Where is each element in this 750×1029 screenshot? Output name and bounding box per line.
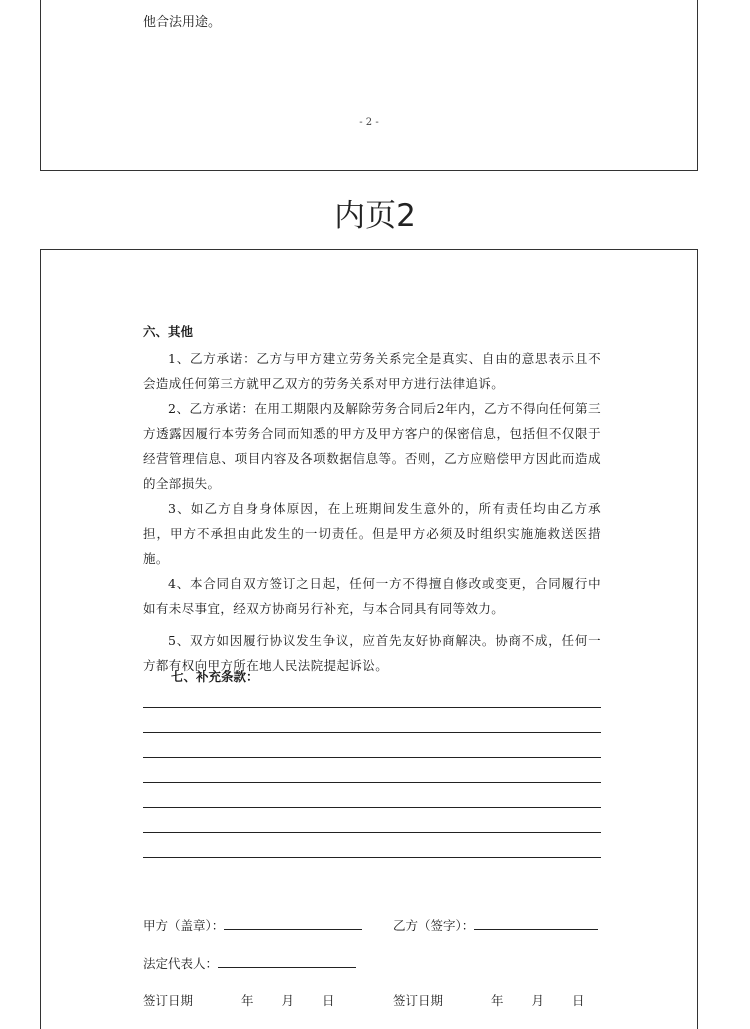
section-7-title: 七、补充条款： bbox=[171, 669, 259, 684]
supplement-line bbox=[143, 707, 601, 708]
party-a-signature bbox=[143, 916, 362, 934]
year-label: 年 bbox=[491, 993, 504, 1008]
section-6 bbox=[143, 320, 601, 678]
legal-rep-label: 法定代表人： bbox=[143, 956, 219, 971]
supplement-line bbox=[143, 832, 601, 833]
legal-rep-sign-line[interactable] bbox=[218, 955, 356, 968]
section-6-title: 六、其他 bbox=[143, 324, 194, 339]
clause-2: 2、乙方承诺：在用工期限内及解除劳务合同后2年内，乙方不得向任何第三方透露因履行本劳务合同而知悉的甲方及甲方客户的保密信息，包括但不仅限于经营管理信息、项目内容及各项数据信息等。否则，乙方应赔偿甲方因此而造成的全部损失。 bbox=[143, 401, 601, 491]
party-b-label: 乙方（签字）： bbox=[393, 918, 475, 933]
clause-5: 5、双方如因履行协议发生争议，应首先友好协商解决。协商不成，任何一方都有权向甲方所在地人民法院提起诉讼。 bbox=[143, 633, 601, 673]
sign-date-label: 签订日期 bbox=[143, 993, 194, 1008]
supplement-line bbox=[143, 807, 601, 808]
previous-page bbox=[40, 0, 698, 171]
supplement-line bbox=[143, 732, 601, 733]
supplement-line bbox=[143, 857, 601, 858]
supplement-line bbox=[143, 782, 601, 783]
page-number: - 2 - bbox=[359, 117, 379, 128]
paragraph-end-line: 他合法用途。 bbox=[143, 15, 222, 30]
day-label: 日 bbox=[322, 993, 335, 1008]
party-b-sign-line[interactable] bbox=[474, 917, 598, 930]
supplement-line bbox=[143, 757, 601, 758]
party-a-sign-line[interactable] bbox=[224, 917, 362, 930]
contract-page bbox=[40, 249, 698, 1029]
party-a-sign-date bbox=[143, 991, 335, 1009]
sign-date-label: 签订日期 bbox=[393, 993, 444, 1008]
clause-1: 1、乙方承诺：乙方与甲方建立劳务关系完全是真实、自由的意思表示且不会造成任何第三方就甲乙双方的劳务关系对甲方进行法律追诉。 bbox=[143, 351, 601, 391]
month-label: 月 bbox=[281, 993, 295, 1008]
legal-representative bbox=[143, 954, 356, 972]
clause-4: 4、本合同自双方签订之日起，任何一方不得擅自修改或变更，合同履行中如有未尽事宜，经双方协商另行补充，与本合同具有同等效力。 bbox=[143, 576, 601, 616]
inner-page-heading: 内页2 bbox=[334, 198, 416, 234]
party-b-signature bbox=[393, 916, 598, 934]
party-b-sign-date bbox=[393, 991, 585, 1009]
day-label: 日 bbox=[572, 993, 585, 1008]
year-label: 年 bbox=[241, 993, 254, 1008]
party-a-label: 甲方（盖章）： bbox=[143, 918, 225, 933]
clause-3: 3、如乙方自身身体原因，在上班期间发生意外的，所有责任均由乙方承担，甲方不承担由此发生的一切责任。但是甲方必须及时组织实施施救送医措施。 bbox=[143, 501, 601, 566]
month-label: 月 bbox=[531, 993, 545, 1008]
